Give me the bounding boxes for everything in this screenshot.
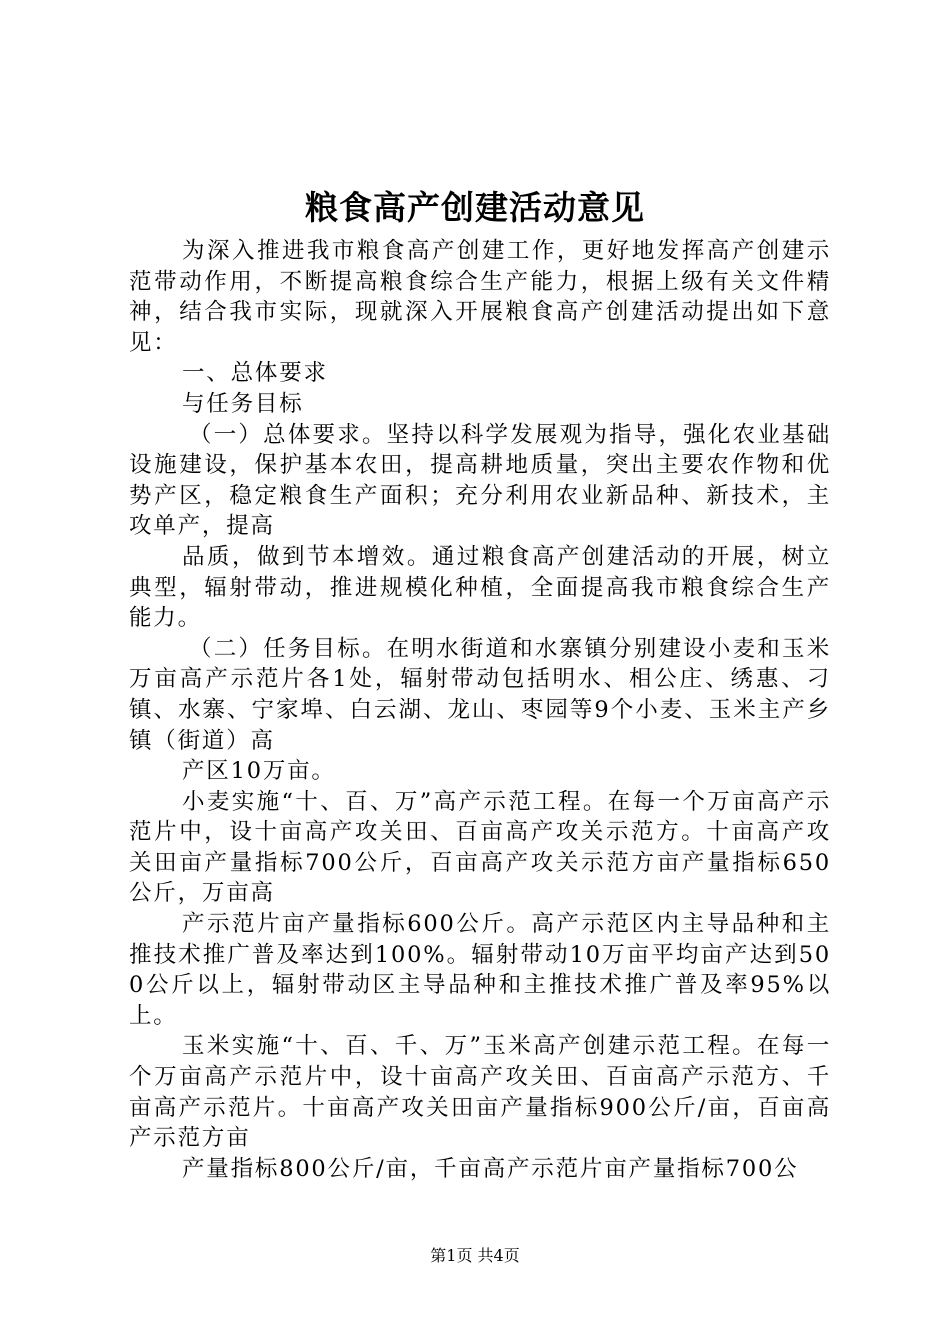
general-requirements-paragraph: （一）总体要求。坚持以科学发展观为指导，强化农业基础设施建设，保护基本农田，提高耕地质量，突出主要农作物和优势产区，稳定粮食生产面积；充分利用农业新品种、新技术，主攻单产，提高 bbox=[129, 421, 831, 540]
section-heading-continued: 与任务目标 bbox=[182, 390, 304, 417]
intro-paragraph: 为深入推进我市粮食高产创建工作，更好地发挥高产创建示范带动作用，不断提高粮食综合生产能力，根据上级有关文件精神，结合我市实际，现就深入开展粮食高产创建活动提出如下意见： bbox=[129, 238, 831, 356]
general-requirements-continued: 品质，做到节本增效。通过粮食高产创建活动的开展，树立典型，辐射带动，推进规模化种植，全面提高我市粮食综合生产能力。 bbox=[129, 543, 831, 632]
document-title: 粮食高产创建活动意见 bbox=[305, 188, 645, 227]
task-goals-paragraph: （二）任务目标。在明水街道和水寨镇分别建设小麦和玉米万亩高产示范片各1处，辐射带动包括明水、相公庄、绣惠、刁镇、水寨、宁家埠、白云湖、龙山、枣园等9个小麦、玉米主产乡镇（街道）高 bbox=[129, 635, 831, 754]
corn-paragraph-continued: 产量指标800公斤/亩，千亩高产示范片亩产量指标700公 bbox=[182, 1155, 799, 1182]
document-body bbox=[129, 236, 831, 1184]
wheat-paragraph-continued: 产示范片亩产量指标600公斤。高产示范区内主导品种和主推技术推广普及率达到100%。辐射带动10万亩平均亩产达到500公斤以上，辐射带动区主导品种和主推技术推广普及率95%以上。 bbox=[129, 911, 831, 1029]
page-footer: 第1页 共4页 bbox=[430, 1246, 520, 1265]
wheat-paragraph: 小麦实施“十、百、万”高产示范工程。在每一个万亩高产示范片中，设十亩高产攻关田、百亩高产攻关示范方。十亩高产攻关田亩产量指标700公斤，百亩高产攻关示范方亩产量指标650公斤，万亩高 bbox=[129, 788, 831, 907]
task-goals-continued: 产区10万亩。 bbox=[182, 758, 336, 785]
section-heading: 一、总体要求 bbox=[182, 360, 328, 387]
corn-paragraph: 玉米实施“十、百、千、万”玉米高产创建示范工程。在每一个万亩高产示范片中，设十亩高产攻关田、百亩高产示范方、千亩高产示范片。十亩高产攻关田亩产量指标900公斤/亩，百亩高产示范方亩 bbox=[129, 1033, 831, 1152]
